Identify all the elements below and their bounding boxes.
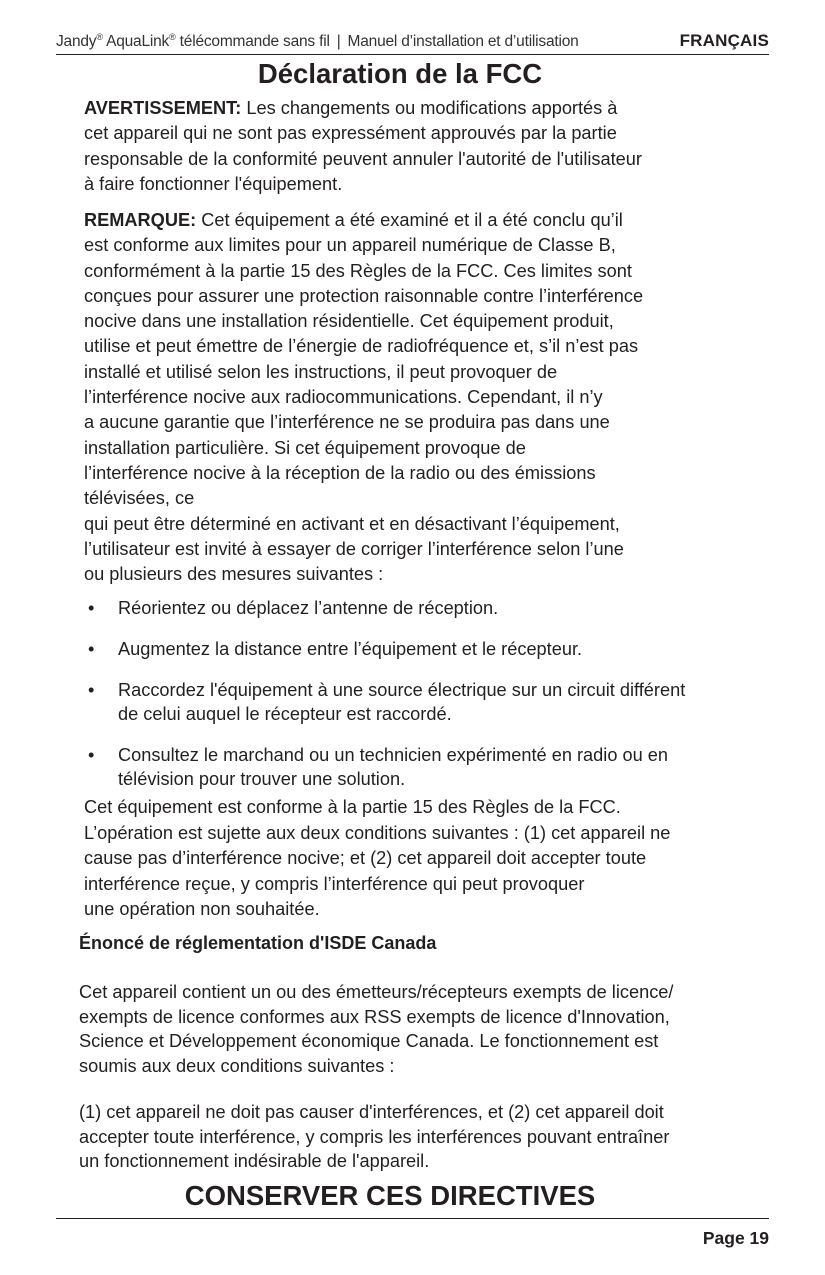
isde-paragraph-2: (1) cet appareil ne doit pas causer d'interférences, et (2) cet appareil doit accepter toute interférence, y compris les interférences pouvant entraîner un fonctionnement indésirable de l'appareil. xyxy=(79,1102,670,1171)
list-item xyxy=(84,596,784,620)
page-number: Page 19 xyxy=(702,1228,769,1248)
header-product-mark: ® xyxy=(169,32,176,42)
header-manual-title xyxy=(56,32,579,51)
save-instructions-heading: CONSERVER CES DIRECTIVES xyxy=(184,1180,596,1211)
note-paragraph xyxy=(84,208,774,587)
list-item xyxy=(84,637,784,661)
header-product-desc: télécommande sans fil xyxy=(179,33,330,51)
list-item-text: Consultez le marchand ou un technicien expérimenté en radio ou en télévision pour trouver une solution. xyxy=(118,745,669,789)
warning-text: Les changements ou modifications apportés à cet appareil qui ne sont pas expressément approuvés par la partie responsable de la conformité peuvent annuler l'autorité de l'utilisateur à faire fonctionner l'équipement. xyxy=(84,98,642,194)
bullet-icon: • xyxy=(88,680,95,700)
bullet-icon: • xyxy=(88,598,95,618)
note-text: Cet équipement a été examiné et il a été conclu qu’il est conforme aux limites pour un appareil numérique de Classe B, conformément à la partie 15 des Règles de la FCC. Ces limites sont conçues pour assurer une protection raisonnable contre l’interférence nocive dans une installation résidentielle. Cet équipement produit, utilise et peut émettre de l’énergie de radiofréquence et, s’il n’est pas installé et utilisé selon les instructions, il peut provoquer de l’interférence nocive aux radiocommunications. Cependant, il n’y a aucune garantie que l’interférence ne se produira pas dans une installation particulière. Si cet équipement provoque de l’interférence nocive à la réception de la radio ou des émissions télévisées, ce qui peut être déterminé en activant et en désactivant l’équipement, l’utilisateur est invité à essayer de corriger l’interférence selon l’une ou plusieurs des mesures suivantes : xyxy=(84,210,644,585)
bullet-icon: • xyxy=(88,639,95,659)
note-label: REMARQUE: xyxy=(84,210,197,230)
isde-heading: Énoncé de réglementation d'ISDE Canada xyxy=(79,933,437,953)
isde-paragraph-1: Cet appareil contient un ou des émetteurs/récepteurs exempts de licence/ exempts de licence conformes aux RSS exempts de licence d'Innovation, Science et Développement économique Canada. Le fonctionnement est soumis aux deux conditions suivantes : xyxy=(79,982,674,1076)
header-product: AquaLink xyxy=(106,33,170,51)
warning-label: AVERTISSEMENT: xyxy=(84,98,242,118)
warning-paragraph xyxy=(84,96,774,197)
footer-divider xyxy=(56,1218,769,1219)
header-manual: Manuel d’installation et d’utilisation xyxy=(347,33,579,51)
list-item-text: Raccordez l'équipement à une source électrique sur un circuit différent de celui auquel le récepteur est raccordé. xyxy=(118,680,686,724)
header-language: FRANÇAIS xyxy=(679,31,769,50)
measures-list xyxy=(84,596,784,808)
compliance-paragraph: Cet équipement est conforme à la partie 15 des Règles de la FCC. L’opération est sujette aux deux conditions suivantes : (1) cet appareil ne cause pas d’interférence nocive; et (2) cet appareil doit accepter toute interférence reçue, y compris l’interférence qui peut provoquer une opération non souhaitée. xyxy=(84,797,671,919)
list-item xyxy=(84,678,784,726)
header-separator: | xyxy=(336,33,341,51)
header-brand: Jandy xyxy=(56,33,97,51)
list-item xyxy=(84,743,784,791)
header-brand-mark: ® xyxy=(96,32,103,42)
list-item-text: Réorientez ou déplacez l’antenne de réception. xyxy=(118,598,499,618)
bullet-icon: • xyxy=(88,745,95,765)
page-title: Déclaration de la FCC xyxy=(257,58,543,89)
page-header xyxy=(56,30,769,55)
list-item-text: Augmentez la distance entre l’équipement et le récepteur. xyxy=(118,639,583,659)
